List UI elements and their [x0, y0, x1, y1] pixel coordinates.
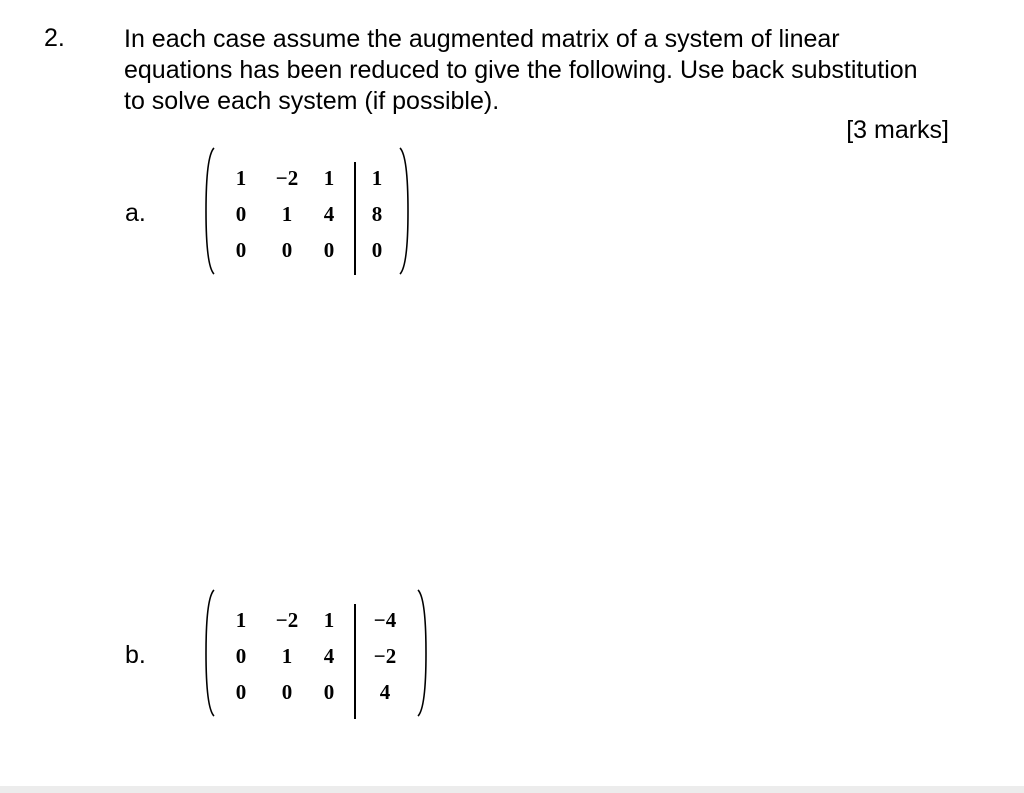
matrix-cell: 0 [371, 238, 383, 262]
matrix-cell: 0 [323, 238, 335, 262]
matrix-cell: 1 [323, 608, 335, 632]
question-line: In each case assume the augmented matrix of a system of linear [124, 25, 840, 53]
question-line: to solve each system (if possible). [124, 87, 500, 115]
matrix-cell: 0 [235, 680, 247, 704]
augment-divider [354, 604, 356, 719]
matrix-cell: 0 [281, 680, 293, 704]
left-paren-icon [205, 588, 215, 718]
matrix-cell: −2 [275, 608, 299, 632]
matrix-cell: 1 [235, 608, 247, 632]
matrix-cell: 0 [235, 202, 247, 226]
matrix-b [205, 588, 430, 718]
bottom-bar [0, 786, 1024, 793]
right-paren-icon [417, 588, 427, 718]
matrix-cell: 0 [235, 238, 247, 262]
matrix-cell: 1 [371, 166, 383, 190]
part-a-label: a. [125, 199, 146, 227]
matrix-cell: 1 [281, 202, 293, 226]
matrix-cell: 4 [323, 202, 335, 226]
matrix-cell: 1 [323, 166, 335, 190]
matrix-cell: −2 [275, 166, 299, 190]
marks-label: [3 marks] [846, 116, 949, 144]
matrix-cell: 1 [235, 166, 247, 190]
matrix-cell: 0 [281, 238, 293, 262]
question-line: equations has been reduced to give the following. Use back substitution [124, 56, 918, 84]
right-paren-icon [399, 146, 409, 276]
matrix-cell: −2 [373, 644, 397, 668]
augment-divider [354, 162, 356, 275]
left-paren-icon [205, 146, 215, 276]
matrix-cell: 1 [281, 644, 293, 668]
matrix-cell: 8 [371, 202, 383, 226]
matrix-a [205, 146, 415, 276]
part-b-label: b. [125, 641, 146, 669]
matrix-cell: 0 [235, 644, 247, 668]
question-number: 2. [44, 24, 65, 52]
matrix-cell: 4 [323, 644, 335, 668]
matrix-cell: 0 [323, 680, 335, 704]
question-text [124, 24, 1004, 117]
matrix-cell: −4 [373, 608, 397, 632]
matrix-cell: 4 [379, 680, 391, 704]
